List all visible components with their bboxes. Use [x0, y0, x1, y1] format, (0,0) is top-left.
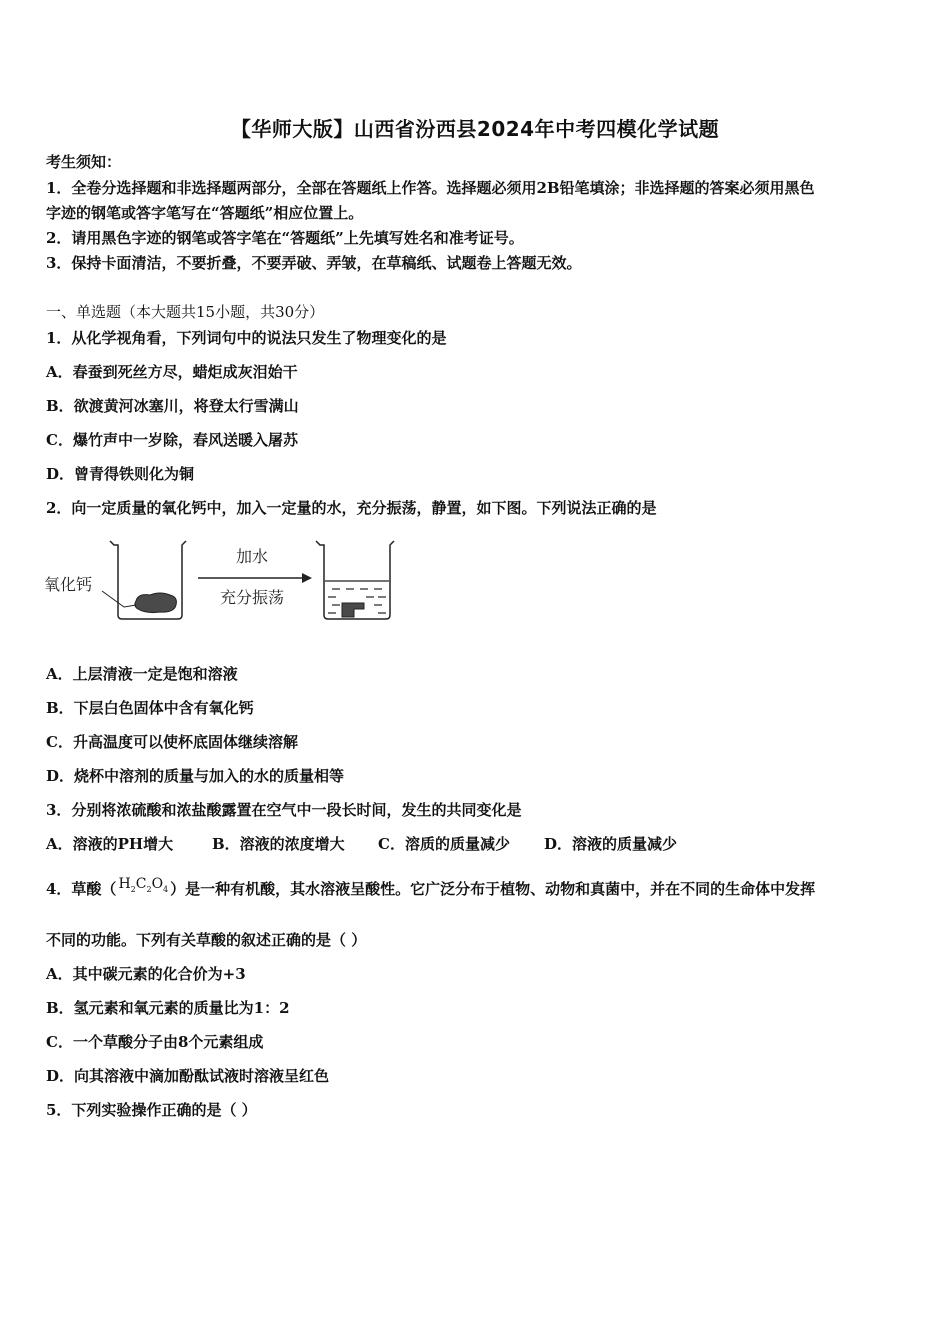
q3-stem: 3．分别将浓硫酸和浓盐酸露置在空气中一段长时间，发生的共同变化是 — [46, 801, 522, 819]
label-add-water: 加水 — [236, 547, 269, 566]
q1-stem: 1．从化学视角看，下列词句中的说法只发生了物理变化的是 — [46, 329, 447, 347]
solid-precipitate — [342, 603, 364, 617]
q2-option-a: A．上层清液一定是饱和溶液 — [46, 665, 238, 683]
q2-option-d: D．烧杯中溶剂的质量与加入的水的质量相等 — [46, 767, 345, 785]
q4-stem-pre: 4．草酸（ — [46, 880, 117, 898]
q1-option-b: B．欲渡黄河冰塞川，将登太行雪满山 — [46, 397, 299, 415]
q4-stem-post: ）是一种有机酸，其水溶液呈酸性。它广泛分布于植物、动物和真菌中，并在不同的生命体中发挥 — [170, 880, 816, 898]
label-shake: 充分振荡 — [220, 588, 285, 607]
notice-item-2: 2．请用黑色字迹的钢笔或答字笔在“答题纸”上先填写姓名和准考证号。 — [46, 229, 524, 247]
q1-option-d: D．曾青得铁则化为铜 — [46, 465, 195, 483]
arrow-right-icon — [198, 573, 312, 583]
page-title: 【华师大版】山西省汾西县2024年中考四模化学试题 — [230, 117, 720, 141]
label-calcium-oxide: 氧化钙 — [44, 575, 93, 594]
q3-option-c: C．溶质的质量减少 — [378, 835, 510, 853]
q4-option-b: B．氢元素和氧元素的质量比为1：2 — [46, 999, 290, 1017]
notice-item-3: 3．保持卡面清洁，不要折叠，不要弄破、弄皱，在草稿纸、试题卷上答题无效。 — [46, 254, 582, 272]
q4-option-d: D．向其溶液中滴加酚酞试液时溶液呈红色 — [46, 1067, 330, 1085]
notice-item-1-line-2: 字迹的钢笔或答字笔写在“答题纸”相应位置上。 — [46, 204, 364, 222]
q3-option-b: B．溶液的浓度增大 — [212, 835, 345, 853]
q3-option-a: A．溶液的PH增大 — [46, 835, 174, 853]
q4-stem-line-2: 不同的功能。下列有关草酸的叙述正确的是（ ） — [46, 931, 367, 949]
q5-stem: 5．下列实验操作正确的是（ ） — [46, 1101, 257, 1119]
q2-option-c: C．升高温度可以使杯底固体继续溶解 — [46, 733, 298, 751]
q2-stem: 2．向一定质量的氧化钙中，加入一定量的水，充分振荡，静置，如下图。下列说法正确的是 — [46, 499, 657, 517]
notice-item-1-line-1: 1．全卷分选择题和非选择题两部分，全部在答题纸上作答。选择题必须用2B铅笔填涂；非选择题的答案必须用黑色 — [46, 179, 815, 197]
calcium-oxide-lump — [135, 593, 177, 613]
q2-option-b: B．下层白色固体中含有氧化钙 — [46, 699, 254, 717]
q1-option-a: A．春蚕到死丝方尽，蜡炬成灰泪始干 — [46, 363, 298, 381]
oxalic-acid-formula: $H_2C_2O_4$ — [118, 876, 169, 894]
q3-options-row — [46, 834, 677, 854]
notice-heading: 考生须知： — [46, 153, 122, 171]
q4-option-a: A．其中碳元素的化合价为+3 — [46, 965, 246, 983]
label-pointer-line — [102, 591, 136, 607]
q2-beaker-figure — [40, 535, 410, 630]
q1-option-c: C．爆竹声中一岁除，春风送暖入屠苏 — [46, 431, 298, 449]
q4-stem-line-1 — [46, 876, 816, 906]
q3-option-d: D．溶液的质量减少 — [544, 835, 678, 853]
q4-option-c: C．一个草酸分子由8个元素组成 — [46, 1033, 264, 1051]
section-heading: 一、单选题（本大题共15小题，共30分） — [46, 303, 325, 321]
